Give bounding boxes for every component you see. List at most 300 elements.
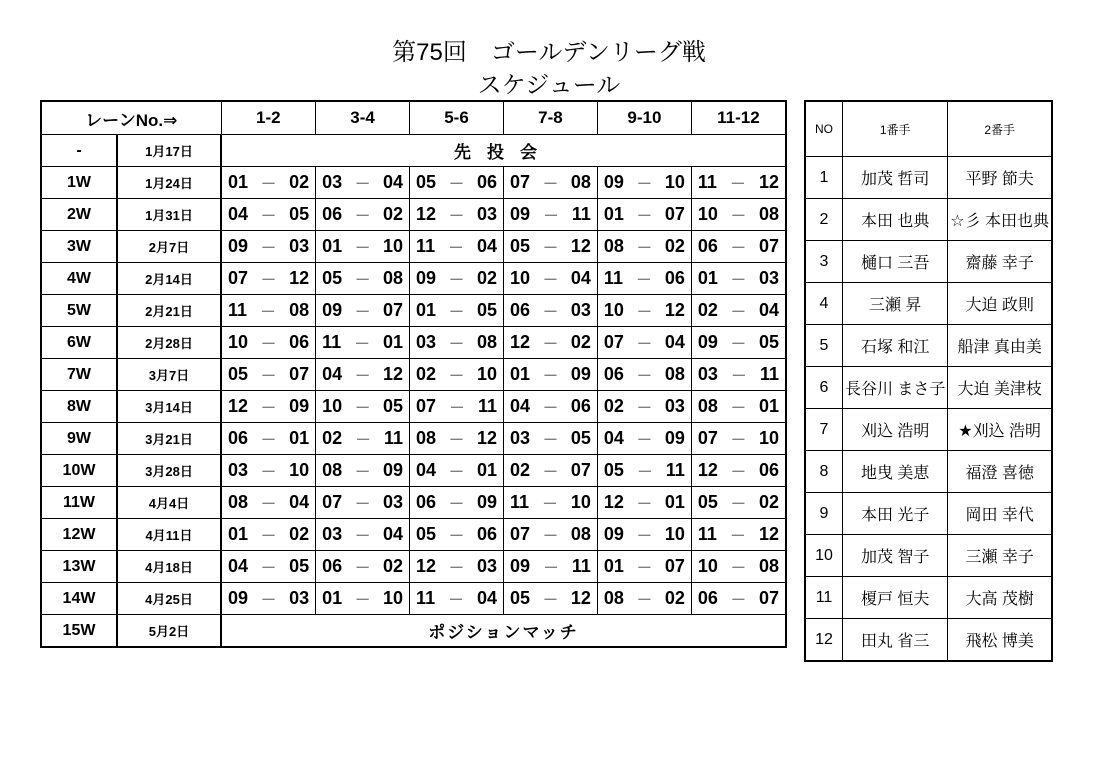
team-b: 09 (289, 396, 310, 416)
matchup-cell (410, 327, 504, 359)
team-b: 07 (664, 204, 685, 224)
matchup-cell (691, 327, 786, 359)
team-a: 02 (509, 460, 531, 480)
matchup-cell (316, 551, 410, 583)
player-row (805, 493, 1052, 535)
dash: － (448, 304, 465, 321)
schedule-row (41, 615, 786, 648)
lane-column-header: 9-10 (597, 101, 691, 135)
dash: － (354, 496, 371, 513)
team-a: 05 (416, 172, 437, 192)
dash: － (730, 592, 747, 609)
first-player: 加茂 哲司 (843, 157, 948, 199)
team-b: 02 (289, 524, 310, 544)
schedule-row (41, 135, 786, 167)
team-a: 05 (509, 588, 531, 608)
team-b: 02 (570, 332, 591, 352)
matchup-cell (597, 199, 691, 231)
team-a: 11 (697, 172, 717, 192)
dash: － (260, 336, 277, 353)
team-b: 10 (758, 428, 779, 448)
dash: － (354, 560, 371, 577)
dash: － (730, 560, 747, 577)
schedule-row (41, 263, 786, 295)
team-a: 01 (228, 172, 249, 192)
dash: － (354, 304, 371, 321)
team-b: 01 (383, 332, 404, 352)
matchup-cell (597, 263, 691, 295)
team-b: 10 (476, 364, 497, 384)
team-a: 08 (228, 492, 249, 512)
team-b: 05 (570, 428, 591, 448)
dash: － (260, 592, 277, 609)
matchup-cell (410, 551, 504, 583)
schedule-table (40, 100, 787, 648)
matchup-cell (503, 487, 597, 519)
team-a: 11 (228, 300, 248, 320)
dash: － (729, 528, 746, 545)
matchup-cell (597, 167, 691, 199)
dash: － (448, 368, 465, 385)
player-row (805, 577, 1052, 619)
team-b: 03 (289, 588, 310, 608)
dash: － (354, 272, 371, 289)
team-a: 08 (416, 428, 437, 448)
matchup-cell (221, 327, 316, 359)
team-a: 01 (322, 236, 343, 256)
week-cell: 15W (41, 615, 117, 648)
team-a: 11 (416, 588, 436, 608)
date-cell: 3月21日 (117, 423, 221, 455)
matchup-cell (221, 263, 316, 295)
team-b: 03 (476, 556, 497, 576)
team-number: 5 (805, 325, 843, 367)
team-a: 02 (603, 396, 624, 416)
team-a: 09 (697, 332, 718, 352)
team-b: 05 (289, 204, 310, 224)
team-b: 07 (758, 236, 779, 256)
dash: － (542, 432, 559, 449)
matchup-cell (503, 231, 597, 263)
dash: － (449, 400, 466, 417)
date-cell: 4月4日 (117, 487, 221, 519)
matchup-cell (221, 199, 316, 231)
matchup-cell (691, 295, 786, 327)
team-number: 8 (805, 451, 843, 493)
player-row (805, 451, 1052, 493)
matchup-cell (691, 167, 786, 199)
team-b: 07 (289, 364, 310, 384)
team-b: 03 (289, 236, 310, 256)
matchup-cell (597, 551, 691, 583)
matchup-cell (316, 487, 410, 519)
first-player: 田丸 省三 (843, 619, 948, 662)
matchup-cell (410, 583, 504, 615)
team-a: 06 (322, 204, 343, 224)
dash: － (730, 400, 747, 417)
team-a: 02 (697, 300, 718, 320)
dash: － (354, 400, 371, 417)
second-player: 船津 真由美 (948, 325, 1052, 367)
matchup-cell (597, 583, 691, 615)
team-a: 02 (416, 364, 437, 384)
team-b: 08 (570, 524, 591, 544)
schedule-row (41, 167, 786, 199)
matchup-cell (316, 423, 410, 455)
dash: － (354, 208, 371, 225)
schedule-row (41, 519, 786, 551)
schedule-row (41, 199, 786, 231)
dash: － (260, 496, 277, 513)
matchup-cell (691, 487, 786, 519)
team-b: 05 (476, 300, 497, 320)
team-b: 07 (383, 300, 404, 320)
schedule-row (41, 295, 786, 327)
team-b: 09 (570, 364, 591, 384)
matchup-cell (691, 199, 786, 231)
matchup-cell (316, 231, 410, 263)
matchup-cell (410, 295, 504, 327)
team-a: 04 (416, 460, 437, 480)
team-b: 02 (383, 204, 404, 224)
matchup-cell (503, 359, 597, 391)
lane-column-header: 5-6 (410, 101, 504, 135)
team-a: 04 (228, 556, 249, 576)
matchup-cell (221, 359, 316, 391)
team-a: 07 (509, 172, 531, 192)
matchup-cell (597, 455, 691, 487)
dash: － (730, 272, 747, 289)
team-b: 07 (570, 460, 591, 480)
schedule-row (41, 487, 786, 519)
dash: － (542, 592, 559, 609)
team-b: 10 (664, 172, 685, 192)
team-a: 09 (416, 268, 437, 288)
team-b: 04 (570, 268, 591, 288)
team-b: 03 (476, 204, 497, 224)
team-b: 02 (383, 556, 404, 576)
team-b: 04 (476, 236, 497, 256)
matchup-cell (316, 263, 410, 295)
team-b: 12 (289, 268, 310, 288)
date-cell: 4月25日 (117, 583, 221, 615)
dash: － (260, 368, 277, 385)
week-cell: 6W (41, 327, 117, 359)
first-player: 三瀬 昇 (843, 283, 948, 325)
week-cell: 5W (41, 295, 117, 327)
matchup-cell (503, 167, 597, 199)
first-player: 本田 光子 (843, 493, 948, 535)
team-b: 12 (570, 236, 591, 256)
dash: － (636, 464, 653, 481)
team-b: 02 (289, 172, 310, 192)
matchup-cell (316, 391, 410, 423)
matchup-cell (221, 583, 316, 615)
team-a: 05 (416, 524, 437, 544)
team-a: 10 (697, 556, 718, 576)
second-player: 齋藤 幸子 (948, 241, 1052, 283)
team-a: 01 (697, 268, 718, 288)
team-a: 03 (697, 364, 718, 384)
dash: － (354, 368, 371, 385)
matchup-cell (691, 391, 786, 423)
team-b: 08 (476, 332, 497, 352)
dash: － (448, 496, 465, 513)
team-a: 03 (322, 524, 343, 544)
dash: － (636, 432, 653, 449)
event-cell: 先投会 (221, 135, 786, 167)
week-cell: 3W (41, 231, 117, 263)
team-number: 3 (805, 241, 843, 283)
matchup-cell (503, 519, 597, 551)
page-title: 第75回 ゴールデンリーグ戦 (392, 39, 706, 66)
matchup-cell (597, 487, 691, 519)
matchup-cell (503, 327, 597, 359)
dash: － (730, 336, 747, 353)
date-cell: 1月31日 (117, 199, 221, 231)
team-b: 08 (289, 300, 310, 320)
dash: － (260, 208, 277, 225)
team-b: 05 (289, 556, 310, 576)
team-b: 01 (289, 428, 310, 448)
player-row (805, 367, 1052, 409)
team-a: 12 (509, 332, 531, 352)
team-a: 09 (509, 204, 531, 224)
team-a: 05 (697, 492, 718, 512)
dash: － (542, 176, 559, 193)
team-a: 11 (416, 236, 436, 256)
team-a: 03 (509, 428, 531, 448)
team-a: 04 (509, 396, 531, 416)
player-row (805, 325, 1052, 367)
matchup-cell (410, 167, 504, 199)
team-a: 09 (228, 588, 249, 608)
matchup-cell (597, 231, 691, 263)
team-b: 09 (383, 460, 404, 480)
team-b: 12 (664, 300, 685, 320)
event-cell: ポジションマッチ (221, 615, 786, 648)
matchup-cell (597, 359, 691, 391)
dash: － (448, 528, 465, 545)
team-b: 01 (476, 460, 497, 480)
team-a: 02 (322, 428, 343, 448)
second-player: 大迫 美津枝 (948, 367, 1052, 409)
team-a: 01 (603, 204, 624, 224)
team-b: 08 (664, 364, 685, 384)
team-b: 04 (758, 300, 779, 320)
date-cell: 2月14日 (117, 263, 221, 295)
matchup-cell (221, 519, 316, 551)
team-b: 03 (758, 268, 779, 288)
team-b: 11 (571, 204, 591, 224)
schedule-row (41, 455, 786, 487)
team-a: 05 (322, 268, 343, 288)
dash: － (260, 432, 277, 449)
team-b: 11 (384, 428, 404, 448)
week-cell: 11W (41, 487, 117, 519)
matchup-cell (221, 167, 316, 199)
matchup-cell (316, 519, 410, 551)
team-b: 05 (758, 332, 779, 352)
player-row (805, 199, 1052, 241)
team-b: 08 (383, 268, 404, 288)
dash: － (448, 336, 465, 353)
team-a: 11 (603, 268, 623, 288)
team-a: 11 (322, 332, 342, 352)
week-cell: 10W (41, 455, 117, 487)
team-b: 02 (664, 236, 685, 256)
dash: － (636, 208, 653, 225)
dash: － (260, 560, 277, 577)
matchup-cell (691, 519, 786, 551)
team-a: 05 (509, 236, 531, 256)
team-b: 08 (758, 204, 779, 224)
schedule-row (41, 231, 786, 263)
team-b: 08 (758, 556, 779, 576)
lane-column-header: 3-4 (316, 101, 410, 135)
page-subtitle: スケジュール (477, 72, 621, 99)
dash: － (542, 528, 559, 545)
team-a: 06 (228, 428, 249, 448)
team-b: 12 (758, 172, 779, 192)
dash: － (260, 272, 277, 289)
second-player: 福澄 喜徳 (948, 451, 1052, 493)
team-a: 04 (228, 204, 249, 224)
player-row (805, 283, 1052, 325)
players-header-row (805, 101, 1052, 157)
dash: － (730, 208, 747, 225)
dash: － (542, 400, 559, 417)
team-a: 10 (509, 268, 531, 288)
dash: － (730, 368, 747, 385)
team-number: 12 (805, 619, 843, 662)
first-player: 刈込 浩明 (843, 409, 948, 451)
dash: － (354, 464, 371, 481)
lane-column-header: 11-12 (691, 101, 786, 135)
dash: － (541, 496, 558, 513)
team-a: 12 (603, 492, 624, 512)
player-row (805, 157, 1052, 199)
team-a: 07 (603, 332, 624, 352)
dash: － (448, 464, 465, 481)
dash: － (542, 336, 559, 353)
matchup-cell (410, 487, 504, 519)
dash: － (730, 464, 747, 481)
dash: － (636, 368, 653, 385)
team-a: 08 (697, 396, 718, 416)
team-a: 09 (603, 524, 624, 544)
team-a: 06 (322, 556, 343, 576)
date-cell: 3月14日 (117, 391, 221, 423)
team-a: 09 (509, 556, 531, 576)
team-b: 12 (476, 428, 497, 448)
team-a: 05 (603, 460, 624, 480)
schedule-row (41, 359, 786, 391)
second-player-header: 2番手 (948, 101, 1052, 157)
team-b: 12 (570, 588, 591, 608)
team-b: 05 (383, 396, 404, 416)
team-number: 7 (805, 409, 843, 451)
team-number: 6 (805, 367, 843, 409)
matchup-cell (221, 295, 316, 327)
team-b: 03 (383, 492, 404, 512)
team-b: 08 (570, 172, 591, 192)
team-b: 03 (570, 300, 591, 320)
dash: － (636, 304, 653, 321)
team-b: 03 (664, 396, 685, 416)
matchup-cell (691, 583, 786, 615)
matchup-cell (503, 391, 597, 423)
dash: － (542, 272, 559, 289)
team-b: 04 (383, 524, 404, 544)
week-cell: - (41, 135, 117, 167)
team-a: 06 (416, 492, 437, 512)
matchup-cell (316, 327, 410, 359)
date-cell: 2月7日 (117, 231, 221, 263)
player-row (805, 241, 1052, 283)
dash: － (354, 240, 371, 257)
matchup-cell (503, 295, 597, 327)
team-number: 2 (805, 199, 843, 241)
schedule-row (41, 551, 786, 583)
team-a: 01 (322, 588, 343, 608)
player-row (805, 409, 1052, 451)
team-b: 04 (383, 172, 404, 192)
player-row (805, 535, 1052, 577)
team-a: 12 (416, 556, 437, 576)
second-player: 三瀬 幸子 (948, 535, 1052, 577)
first-player: 榎戸 恒夫 (843, 577, 948, 619)
team-a: 12 (697, 460, 718, 480)
team-a: 10 (322, 396, 343, 416)
second-player: ★刈込 浩明 (948, 409, 1052, 451)
team-b: 07 (664, 556, 685, 576)
second-player: 大高 茂樹 (948, 577, 1052, 619)
date-cell: 3月7日 (117, 359, 221, 391)
dash: － (354, 592, 371, 609)
team-a: 03 (322, 172, 343, 192)
date-cell: 1月17日 (117, 135, 221, 167)
first-player: 加茂 智子 (843, 535, 948, 577)
team-b: 06 (289, 332, 310, 352)
team-b: 07 (758, 588, 779, 608)
week-cell: 8W (41, 391, 117, 423)
dash: － (542, 208, 559, 225)
matchup-cell (221, 423, 316, 455)
matchup-cell (503, 583, 597, 615)
team-a: 10 (603, 300, 624, 320)
second-player: 平野 節夫 (948, 157, 1052, 199)
dash: － (260, 400, 277, 417)
schedule-row (41, 423, 786, 455)
team-a: 06 (697, 588, 718, 608)
team-b: 10 (383, 588, 404, 608)
schedule-row (41, 583, 786, 615)
team-a: 09 (228, 236, 249, 256)
week-cell: 12W (41, 519, 117, 551)
dash: － (636, 496, 653, 513)
matchup-cell (503, 423, 597, 455)
team-a: 11 (697, 524, 717, 544)
first-player: 地曳 美恵 (843, 451, 948, 493)
dash: － (260, 240, 277, 257)
matchup-cell (316, 583, 410, 615)
team-b: 06 (476, 172, 497, 192)
matchup-cell (410, 519, 504, 551)
team-a: 04 (603, 428, 624, 448)
dash: － (355, 432, 372, 449)
team-b: 10 (383, 236, 404, 256)
